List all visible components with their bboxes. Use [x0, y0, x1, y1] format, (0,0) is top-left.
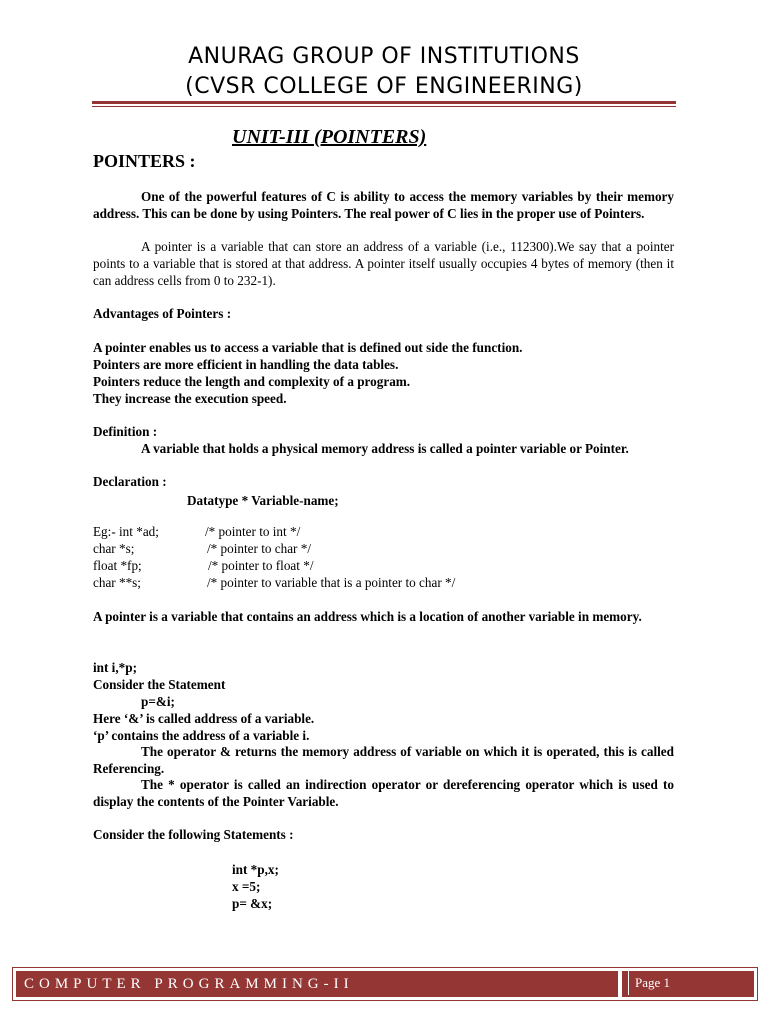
unit-title: UNIT-III (POINTERS)	[232, 126, 427, 148]
pointer-statement: A pointer is a variable that contains an address which is a location of another variable in memory.	[93, 609, 642, 624]
advantages-heading: Advantages of Pointers :	[93, 306, 232, 321]
intro-paragraph-2: A pointer is a variable that can store an address of a variable (i.e., 112300).We say that a pointer points to a variable that is stored at that address. A pointer itself usually occupies 4 bytes of memory (then it can address cells from 0 to 232-1).	[93, 239, 674, 288]
code-line: x =5;	[232, 879, 261, 894]
dereferencing-paragraph: The * operator is called an indirection operator or dereferencing operator which is used to display the contents of the Pointer Variable.	[93, 777, 674, 809]
advantage-item: Pointers are more efficient in handling the data tables.	[93, 357, 399, 372]
example-code: char **s;	[93, 575, 141, 590]
example-comment: /* pointer to float */	[208, 558, 314, 573]
section-title: POINTERS :	[93, 151, 196, 171]
pointer-contains-note: ‘p’ contains the address of a variable i.	[93, 728, 310, 743]
header-rule-thin	[92, 106, 676, 107]
example-comment: /* pointer to variable that is a pointer to char */	[207, 575, 456, 590]
college-name: (CVSR COLLEGE OF ENGINEERING)	[185, 74, 583, 99]
consider-following-heading: Consider the following Statements :	[93, 827, 294, 842]
example-comment: /* pointer to char */	[207, 541, 312, 556]
footer-course-title: COMPUTER PROGRAMMING-II	[16, 971, 618, 997]
example-code: Eg:- int *ad;	[93, 524, 159, 539]
intro-paragraph-1: One of the powerful features of C is ability to access the memory variables by their memory address. This can be done by using Pointers. The real power of C lies in the proper use of Pointers.	[93, 189, 674, 221]
consider-statement: Consider the Statement	[93, 677, 226, 692]
header-rule-thick	[92, 101, 676, 104]
address-operator-note: Here ‘&’ is called address of a variable.	[93, 711, 315, 726]
code-line: int *p,x;	[232, 862, 279, 877]
institution-name: ANURAG GROUP OF INSTITUTIONS	[188, 44, 580, 69]
code-declaration: int i,*p;	[93, 660, 137, 675]
definition-label: Definition :	[93, 424, 158, 439]
declaration-syntax: Datatype * Variable-name;	[187, 493, 339, 508]
advantage-item: They increase the execution speed.	[93, 391, 287, 406]
advantage-item: Pointers reduce the length and complexity of a program.	[93, 374, 411, 389]
advantage-item: A pointer enables us to access a variable that is defined out side the function.	[93, 340, 523, 355]
footer-page-number	[622, 971, 754, 997]
example-code: char *s;	[93, 541, 135, 556]
declaration-label: Declaration :	[93, 474, 167, 489]
page-footer	[12, 967, 758, 1001]
code-line: p= &x;	[232, 896, 273, 911]
definition-text: A variable that holds a physical memory address is called a pointer variable or Pointer.	[141, 441, 629, 456]
example-comment: /* pointer to int */	[205, 524, 301, 539]
example-code: float *fp;	[93, 558, 142, 573]
page-number-label: Page 1	[628, 971, 670, 995]
code-assignment: p=&i;	[141, 694, 175, 709]
referencing-paragraph: The operator & returns the memory address of variable on which it is operated, this is called Referencing.	[93, 744, 674, 776]
